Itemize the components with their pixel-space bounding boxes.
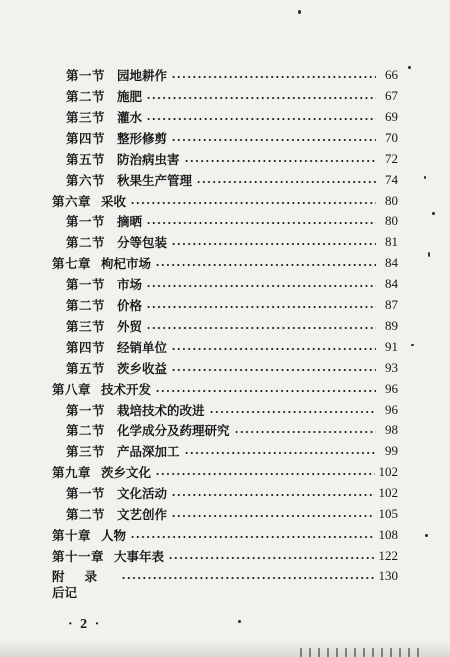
page-number: 84	[385, 276, 398, 291]
toc-entry[interactable]	[66, 107, 398, 127]
dot-leader	[171, 139, 376, 141]
section-title: 分等包装	[117, 235, 168, 250]
scan-speck	[424, 176, 426, 179]
page-number: 130	[378, 568, 398, 583]
section-number: 第三节	[66, 110, 106, 125]
page-number: 99	[385, 443, 398, 458]
toc-entry[interactable]	[66, 274, 398, 294]
section-title: 茨乡收益	[117, 361, 168, 376]
dot-leader	[168, 557, 374, 559]
dot-leader	[130, 202, 376, 204]
dot-leader	[209, 411, 376, 413]
page-number: 96	[385, 381, 398, 396]
section-title: 园地耕作	[117, 68, 168, 83]
dot-leader	[171, 76, 376, 78]
toc-entry[interactable]	[66, 170, 398, 190]
page-number: 122	[378, 548, 398, 563]
section-number: 第五节	[66, 152, 106, 167]
chapter-number: 第十章	[52, 528, 92, 543]
page-number: 74	[385, 172, 398, 187]
page-number: 67	[385, 88, 398, 103]
section-number: 第三节	[66, 319, 106, 334]
section-title: 文化活动	[117, 486, 168, 501]
toc-entry[interactable]	[66, 232, 398, 252]
chapter-number: 第六章	[52, 194, 92, 209]
scan-edge-marks	[300, 648, 420, 657]
chapter-number: 第七章	[52, 256, 92, 271]
page-number: 91	[385, 339, 398, 354]
toc-entry[interactable]	[66, 441, 398, 461]
dot-leader	[234, 431, 376, 433]
section-title: 外贸	[117, 319, 143, 334]
page-number: 102	[378, 464, 398, 479]
toc-entry[interactable]	[66, 128, 398, 148]
section-number: 第一节	[66, 486, 106, 501]
section-title: 化学成分及药理研究	[117, 423, 230, 438]
dot-leader	[146, 306, 376, 308]
chapter-number: 第十一章	[52, 549, 105, 564]
toc-entry[interactable]	[66, 420, 398, 440]
section-number: 第一节	[66, 277, 106, 292]
page-number: 98	[385, 422, 398, 437]
page-number: 87	[385, 297, 398, 312]
section-number: 第四节	[66, 340, 106, 355]
toc-appendix-entry[interactable]	[52, 566, 398, 586]
section-title: 栽培技术的改进	[117, 403, 205, 418]
toc-chapter-entry[interactable]	[52, 379, 398, 399]
page-number: 89	[385, 318, 398, 333]
dot-leader	[155, 264, 376, 266]
toc-chapter-entry[interactable]	[52, 253, 398, 273]
section-title: 防治病虫害	[117, 152, 180, 167]
scan-speck	[408, 66, 411, 69]
section-number: 第五节	[66, 361, 106, 376]
page-number: 66	[385, 67, 398, 82]
toc-entry[interactable]	[66, 211, 398, 231]
scan-speck	[428, 252, 430, 257]
toc-entry[interactable]	[66, 504, 398, 524]
page-number: 93	[385, 360, 398, 375]
chapter-number: 第九章	[52, 465, 92, 480]
appendix-label: 附录	[52, 569, 118, 584]
toc-entry[interactable]	[66, 483, 398, 503]
dot-leader	[146, 222, 376, 224]
scan-speck	[411, 344, 414, 346]
dot-leader	[171, 515, 374, 517]
scan-speck	[425, 534, 428, 537]
section-number: 第六节	[66, 173, 106, 188]
section-number: 第四节	[66, 131, 106, 146]
dot-leader	[171, 494, 374, 496]
dot-leader	[146, 285, 376, 287]
toc-entry[interactable]	[66, 149, 398, 169]
section-title: 施肥	[117, 89, 143, 104]
dot-leader	[146, 327, 376, 329]
section-number: 第二节	[66, 298, 106, 313]
section-title: 文艺创作	[117, 507, 168, 522]
dot-leader	[146, 97, 376, 99]
section-number: 第三节	[66, 444, 106, 459]
chapter-title: 大事年表	[114, 549, 165, 564]
scan-speck	[298, 10, 301, 14]
section-title: 经销单位	[117, 340, 168, 355]
dot-leader	[196, 181, 376, 183]
page-number: 84	[385, 255, 398, 270]
section-number: 第二节	[66, 423, 106, 438]
section-title: 价格	[117, 298, 143, 313]
toc-chapter-entry[interactable]	[52, 191, 398, 211]
page-number: 108	[378, 527, 398, 542]
dot-leader	[121, 577, 374, 579]
section-title: 灌水	[117, 110, 143, 125]
chapter-title: 采收	[101, 194, 127, 209]
page-number: 80	[385, 193, 398, 208]
chapter-title: 人物	[101, 528, 127, 543]
section-number: 第一节	[66, 68, 106, 83]
folio-page-number: · 2 ·	[68, 617, 102, 632]
dot-leader	[155, 390, 376, 392]
dot-leader	[184, 160, 376, 162]
section-title: 市场	[117, 277, 143, 292]
toc-entry[interactable]	[66, 400, 398, 420]
dot-leader	[171, 348, 376, 350]
chapter-title: 茨乡文化	[101, 465, 152, 480]
chapter-title: 枸杞市场	[101, 256, 152, 271]
section-title: 秋果生产管理	[117, 173, 193, 188]
section-number: 第二节	[66, 89, 106, 104]
section-title: 摘晒	[117, 214, 143, 229]
afterword-entry[interactable]: 后记	[52, 585, 78, 600]
toc-chapter-entry[interactable]	[52, 525, 398, 545]
section-number: 第一节	[66, 403, 106, 418]
toc-entry[interactable]	[66, 316, 398, 336]
page-number: 80	[385, 213, 398, 228]
dot-leader	[171, 369, 376, 371]
dot-leader	[171, 243, 376, 245]
scan-speck	[238, 620, 241, 623]
dot-leader	[184, 452, 376, 454]
chapter-number: 第八章	[52, 382, 92, 397]
section-number: 第二节	[66, 235, 106, 250]
page-number: 96	[385, 402, 398, 417]
toc-chapter-entry[interactable]	[52, 462, 398, 482]
chapter-title: 技术开发	[101, 382, 152, 397]
page-number: 69	[385, 109, 398, 124]
toc-entry[interactable]	[66, 65, 398, 85]
dot-leader	[146, 118, 376, 120]
dot-leader	[155, 473, 374, 475]
section-number: 第二节	[66, 507, 106, 522]
page-number: 72	[385, 151, 398, 166]
page-number: 81	[385, 234, 398, 249]
section-title: 产品深加工	[117, 444, 180, 459]
page-number: 102	[378, 485, 398, 500]
toc-entry[interactable]	[66, 337, 398, 357]
page-number: 105	[378, 506, 398, 521]
page-number: 70	[385, 130, 398, 145]
toc-entry[interactable]	[66, 358, 398, 378]
dot-leader	[130, 536, 374, 538]
toc-entry[interactable]	[66, 295, 398, 315]
toc-entry[interactable]	[66, 86, 398, 106]
section-title: 整形修剪	[117, 131, 168, 146]
scan-speck	[432, 212, 435, 215]
section-number: 第一节	[66, 214, 106, 229]
toc-chapter-entry[interactable]	[52, 546, 398, 566]
